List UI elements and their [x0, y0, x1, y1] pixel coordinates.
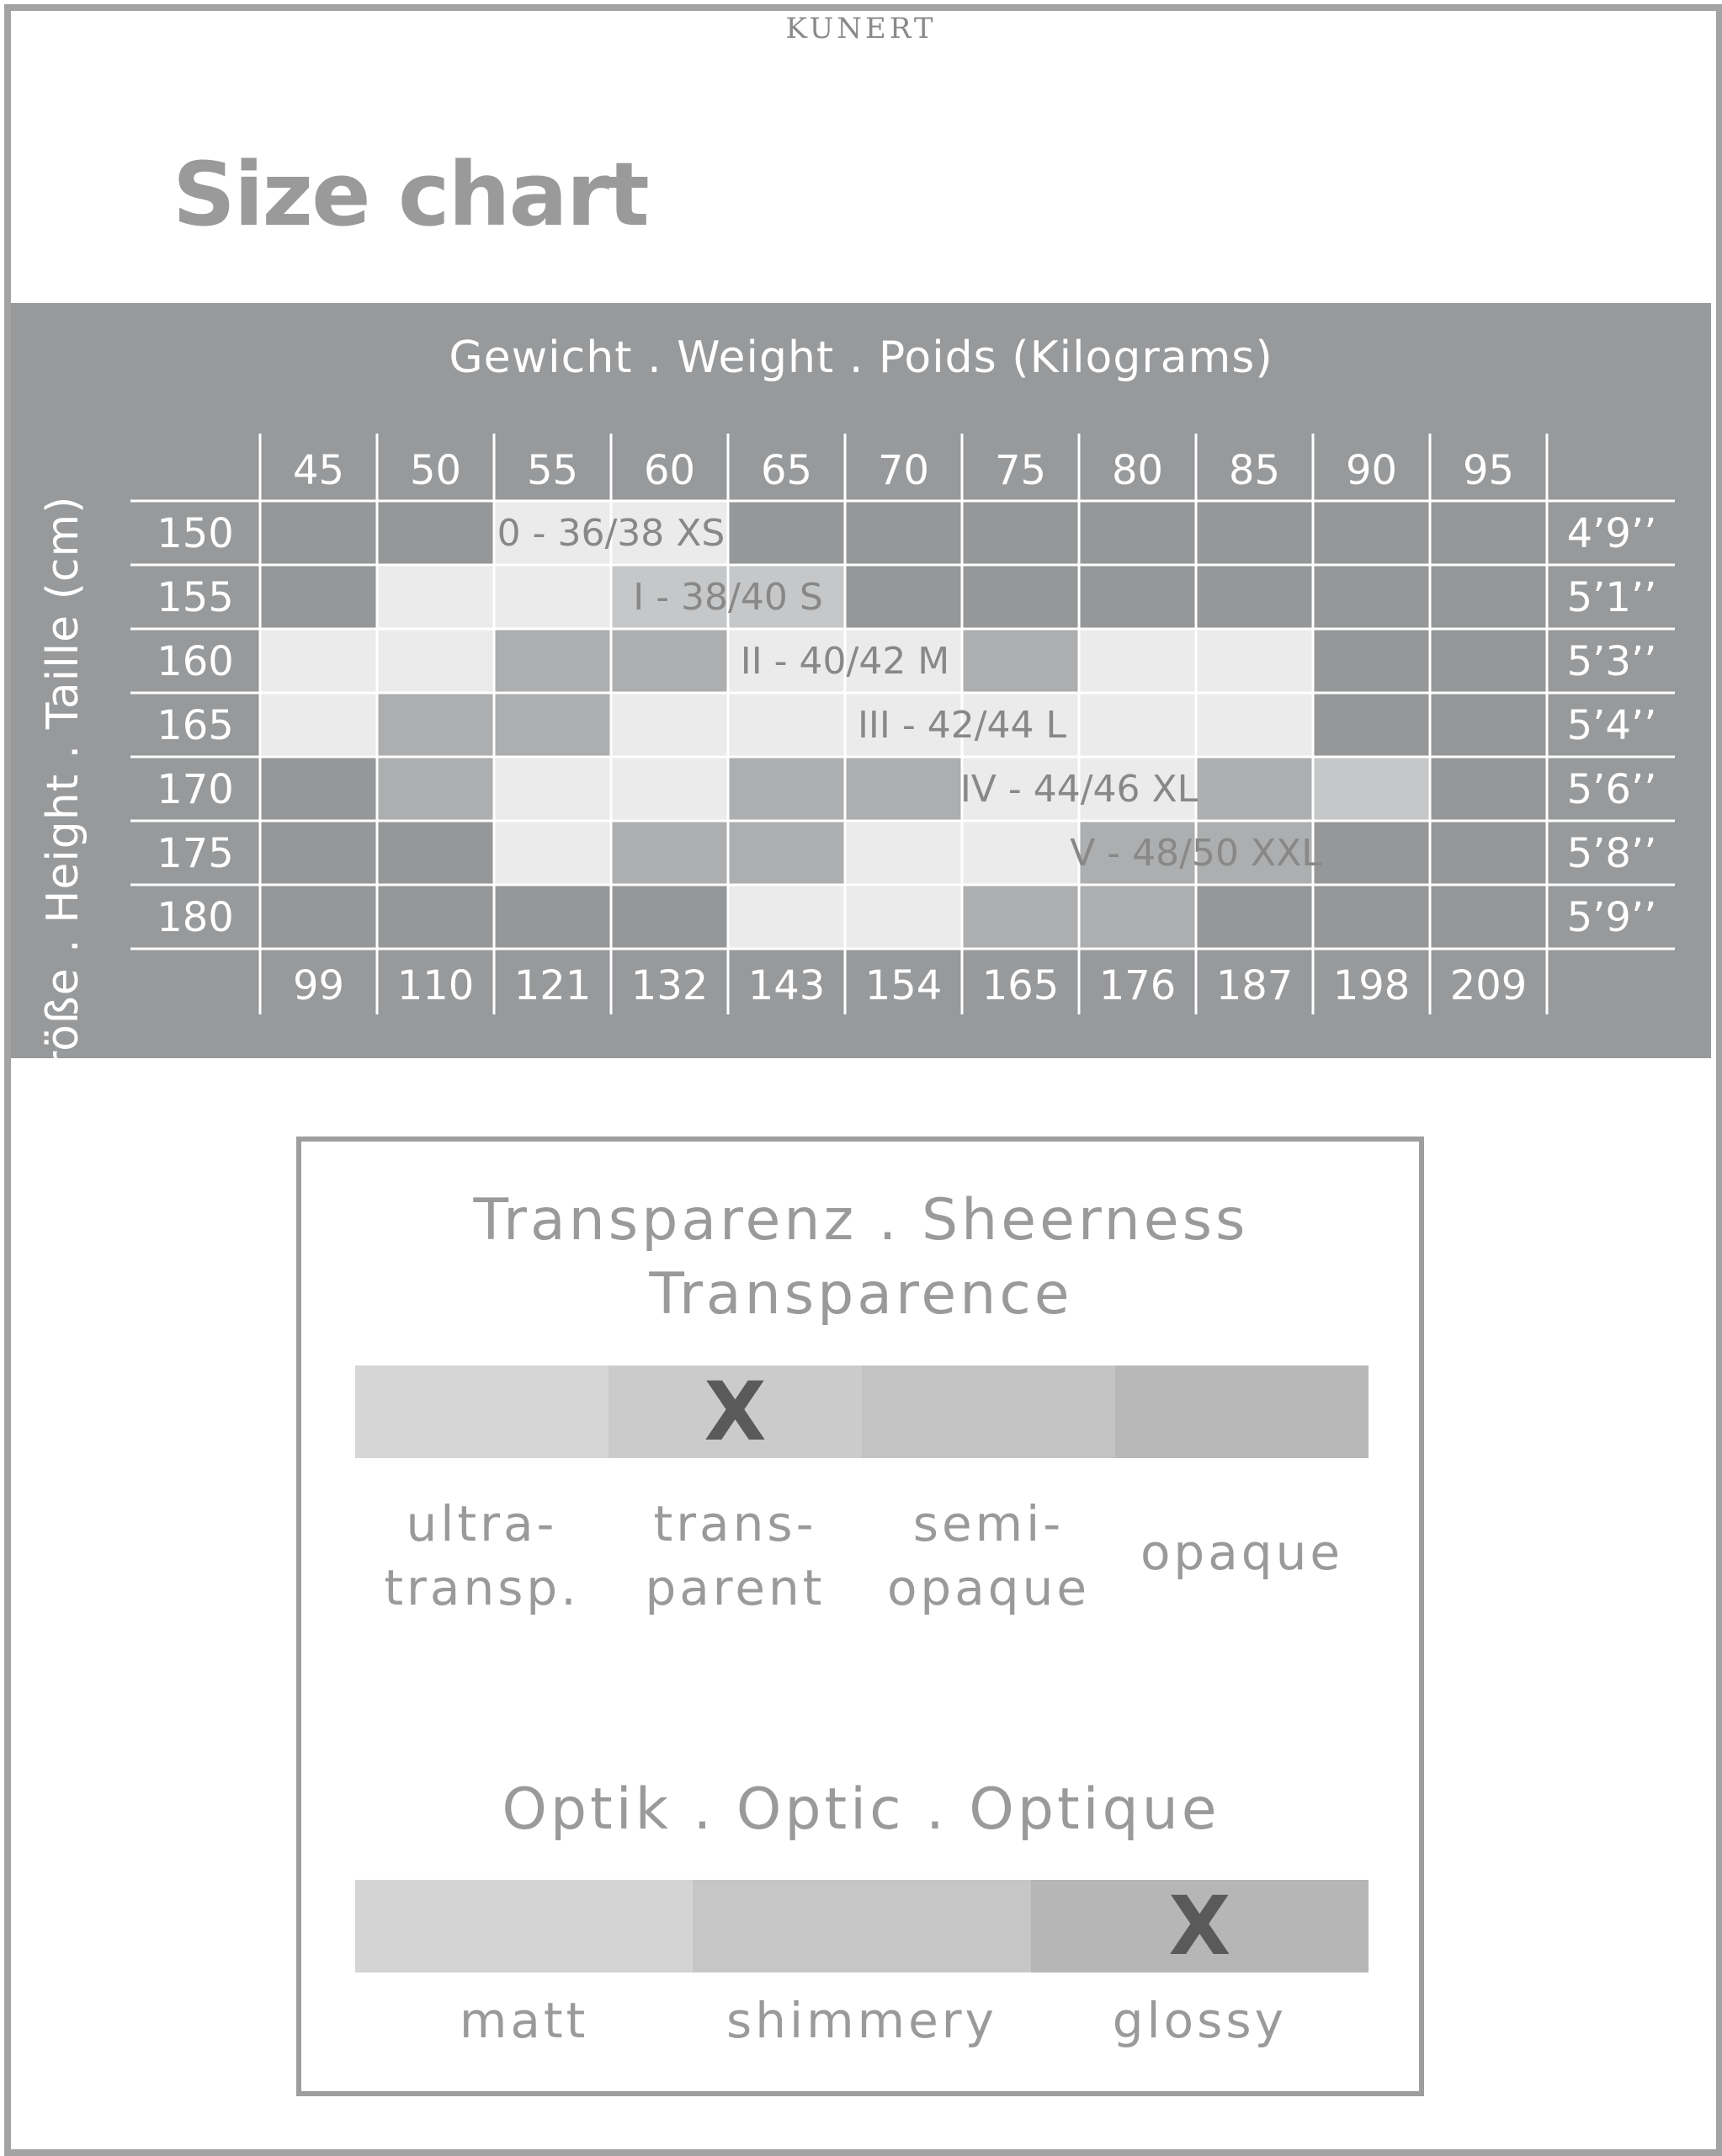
- size-cell: [260, 757, 377, 821]
- size-cell: [260, 885, 377, 949]
- optic-title: Optik . Optic . Optique: [502, 1776, 1220, 1843]
- height-cm-label: 150: [157, 510, 234, 557]
- sheerness-segment: [609, 1365, 862, 1458]
- size-cell: [728, 821, 845, 885]
- weight-kg-label: 55: [526, 447, 579, 494]
- weight-kg-label: 80: [1111, 447, 1164, 494]
- size-cell: [260, 693, 377, 757]
- weight-kg-label: 60: [643, 447, 696, 494]
- weight-lbs-label: 154: [864, 962, 943, 1009]
- size-cell: [1313, 501, 1430, 565]
- size-label: II - 40/42 M: [740, 640, 950, 683]
- weight-lbs-label: 176: [1098, 962, 1177, 1009]
- weight-lbs-label: 132: [630, 962, 709, 1009]
- size-cell: [494, 821, 611, 885]
- size-cell: [1430, 501, 1547, 565]
- selected-mark: X: [704, 1365, 767, 1459]
- page-title: Size chart: [173, 143, 648, 246]
- height-cm-label: 170: [157, 766, 234, 813]
- height-cm-label: 180: [157, 894, 234, 941]
- size-cell: [494, 693, 611, 757]
- weight-lbs-label: 187: [1215, 962, 1294, 1009]
- size-cell: [962, 821, 1079, 885]
- size-cell: [1313, 757, 1430, 821]
- size-cell: [962, 629, 1079, 693]
- label-line: trans-: [653, 1495, 817, 1552]
- size-cell: [1079, 885, 1196, 949]
- size-cell: [728, 693, 845, 757]
- height-cm-label: 165: [157, 702, 234, 749]
- size-label: I - 38/40 S: [633, 576, 823, 619]
- height-cm-label: 175: [157, 830, 234, 877]
- label-line: transp.: [384, 1559, 580, 1616]
- height-ft-label: 5’4’’: [1566, 702, 1657, 749]
- size-cell: [962, 501, 1079, 565]
- size-cell: [1313, 629, 1430, 693]
- sheerness-option-label: [347, 1492, 617, 1620]
- size-cell: [377, 757, 494, 821]
- size-cell: [1313, 885, 1430, 949]
- size-cell: [845, 565, 962, 629]
- sheerness-option-label: [600, 1492, 870, 1620]
- weight-kg-label: 85: [1228, 447, 1281, 494]
- height-ft-label: 5’1’’: [1566, 574, 1657, 621]
- size-cell: [377, 501, 494, 565]
- label-line: opaque: [886, 1559, 1091, 1616]
- optic-option-label: shimmery: [726, 1992, 997, 2049]
- size-cell: [1079, 501, 1196, 565]
- height-ft-label: 4’9’’: [1566, 510, 1657, 557]
- size-cell: [260, 629, 377, 693]
- optic-scale: [355, 1880, 1369, 1972]
- size-cell: [494, 885, 611, 949]
- size-cell: [1196, 501, 1313, 565]
- size-cell: [377, 693, 494, 757]
- size-cell: [260, 501, 377, 565]
- optic-option-label: glossy: [1112, 1992, 1287, 2049]
- weight-kg-label: 90: [1345, 447, 1398, 494]
- size-cell: [962, 565, 1079, 629]
- weight-lbs-label: 110: [396, 962, 475, 1009]
- size-cell: [1079, 693, 1196, 757]
- size-cell: [377, 629, 494, 693]
- optic-segment: [355, 1880, 693, 1972]
- size-cell: [1196, 693, 1313, 757]
- sheerness-option-label: opaque: [1140, 1524, 1344, 1581]
- sheerness-scale: [355, 1365, 1369, 1458]
- size-cell: [1196, 629, 1313, 693]
- size-label: IV - 44/46 XL: [959, 768, 1198, 811]
- label-line: parent: [645, 1559, 826, 1616]
- selected-mark: X: [1168, 1879, 1231, 1973]
- size-cell: [1430, 693, 1547, 757]
- weight-kg-label: 95: [1462, 447, 1515, 494]
- weight-kg-label: 75: [994, 447, 1047, 494]
- size-cell: [260, 821, 377, 885]
- size-cell: [260, 565, 377, 629]
- size-cell: [1430, 821, 1547, 885]
- size-cell: [377, 821, 494, 885]
- size-cell: [845, 757, 962, 821]
- size-cell: [611, 885, 728, 949]
- sheerness-segment: [355, 1365, 609, 1458]
- size-cell: [845, 821, 962, 885]
- weight-lbs-label: 143: [747, 962, 826, 1009]
- weight-kg-label: 65: [760, 447, 813, 494]
- weight-lbs-label: 99: [292, 962, 345, 1009]
- size-cell: [1079, 565, 1196, 629]
- sheerness-option-label: [853, 1492, 1124, 1620]
- size-label: III - 42/44 L: [857, 704, 1067, 747]
- weight-kg-label: 50: [409, 447, 462, 494]
- height-ft-label: 5’3’’: [1566, 638, 1657, 685]
- size-cell: [377, 565, 494, 629]
- size-cell: [1430, 885, 1547, 949]
- size-cell: [962, 885, 1079, 949]
- size-cell: [728, 885, 845, 949]
- height-axis-title: Größe . Height . Taille (cm): [38, 495, 88, 1105]
- size-cell: [728, 757, 845, 821]
- size-label: V - 48/50 XXL: [1070, 832, 1322, 875]
- size-cell: [494, 565, 611, 629]
- height-cm-label: 155: [157, 574, 234, 621]
- size-cell: [728, 501, 845, 565]
- size-cell: [611, 693, 728, 757]
- sheerness-title-line2: Transparence: [649, 1261, 1073, 1328]
- size-label: 0 - 36/38 XS: [497, 512, 725, 555]
- label-line: semi-: [912, 1495, 1065, 1552]
- size-cell: [494, 757, 611, 821]
- height-ft-label: 5’9’’: [1566, 894, 1657, 941]
- size-cell: [1196, 757, 1313, 821]
- label-line: ultra-: [406, 1495, 558, 1552]
- size-cell: [1430, 629, 1547, 693]
- size-cell: [1430, 565, 1547, 629]
- weight-kg-label: 45: [292, 447, 345, 494]
- size-cell: [1313, 693, 1430, 757]
- size-cell: [1196, 885, 1313, 949]
- sheerness-title-line1: Transparenz . Sheerness: [473, 1187, 1249, 1254]
- size-cell: [845, 885, 962, 949]
- optic-segment: [693, 1880, 1030, 1972]
- height-ft-label: 5’8’’: [1566, 830, 1657, 877]
- height-ft-label: 5’6’’: [1566, 766, 1657, 813]
- brand-logo: KUNERT: [785, 12, 937, 45]
- size-cell: [1313, 821, 1430, 885]
- weight-lbs-label: 165: [981, 962, 1060, 1009]
- weight-axis-title: Gewicht . Weight . Poids (Kilograms): [449, 333, 1273, 383]
- weight-lbs-label: 198: [1332, 962, 1411, 1009]
- optic-option-label: matt: [459, 1992, 589, 2049]
- size-cell: [1430, 757, 1547, 821]
- size-cell: [1196, 565, 1313, 629]
- optic-segment: [1031, 1880, 1369, 1972]
- size-cell: [377, 885, 494, 949]
- size-cell: [494, 629, 611, 693]
- weight-kg-label: 70: [877, 447, 930, 494]
- sheerness-segment: [1115, 1365, 1369, 1458]
- weight-lbs-label: 209: [1449, 962, 1528, 1009]
- height-cm-label: 160: [157, 638, 234, 685]
- sheerness-segment: [862, 1365, 1115, 1458]
- size-cell: [1079, 629, 1196, 693]
- size-cell: [611, 821, 728, 885]
- size-cell: [611, 757, 728, 821]
- weight-lbs-label: 121: [513, 962, 592, 1009]
- size-cell: [1313, 565, 1430, 629]
- size-cell: [845, 501, 962, 565]
- size-cell: [611, 629, 728, 693]
